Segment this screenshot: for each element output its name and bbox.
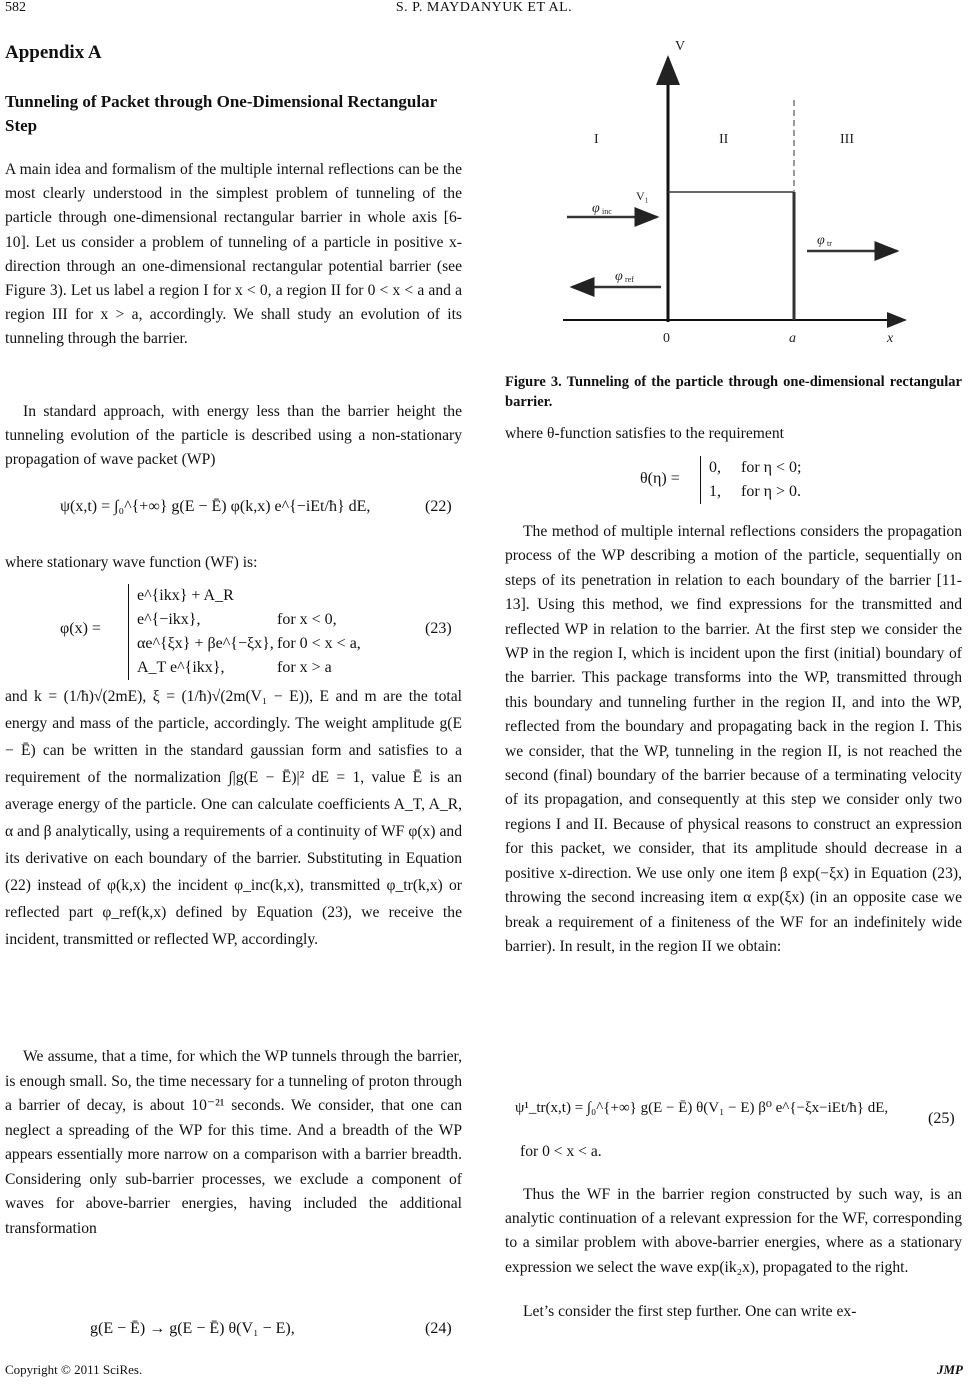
equation-number: (25)	[928, 1110, 955, 1127]
case-expr: 0,	[709, 459, 721, 476]
paragraph: Let’s consider the first step further. One can write ex-	[523, 1303, 857, 1320]
paragraph: where stationary wave function (WF) is:	[5, 554, 258, 571]
paragraph: We assume, that a time, for which the WP tunnels through the barrier, is enough small. So, the time necessary for a tunneling of proton through a barrier of decay, is about 10⁻²¹ seconds. We consider, that one can neglect a spreading of the WP for this time. And a breadth of the WP appears essentially more narrow on a comparison with a barrier breadth. Considering only sub-barrier processes, we exclude a component of waves for above-barrier energies, having included the additional transformation	[5, 1048, 462, 1237]
case-cond: for η > 0.	[741, 483, 802, 500]
equation-number: (23)	[425, 620, 452, 637]
equation-25: ψ¹_tr(x,t) = ∫₀^{+∞} g(E − Ē) θ(V₁ − E) β⁰ e^{−ξx−iEt/ħ} dE,	[515, 1100, 889, 1116]
phi-label: φ	[592, 201, 600, 216]
page-number: 582	[5, 0, 26, 15]
inc-subscript: inc	[602, 207, 612, 216]
barrier-edge-label: a	[789, 331, 796, 346]
case-expr: e^{ikx} + A_R e^{−ikx},	[137, 587, 234, 628]
equation-22: ψ(x,t) = ∫₀^{+∞} g(E − Ē) φ(k,x) e^{−iEt/ħ} dE,	[60, 498, 371, 515]
case-expr: 1,	[709, 483, 721, 500]
region-label: I	[594, 132, 599, 147]
paragraph: for 0 < x < a.	[520, 1143, 602, 1160]
paragraph: and k = (1/ħ)√(2mE), ξ = (1/ħ)√(2m(V₁ − E)), E and m are the total energy and mass of the particle, accordingly. The weight amplitude g(E − Ē) can be written in the standard gaussian form and satisfies to a requirement of the normalization ∫|g(E − Ē)|² dE = 1, value Ē is an average energy of the particle. One can calculate coefficients A_T, A_R, α and β analytically, using a requirements of a continuity of WF φ(x) and its derivative on each boundary of the barrier. Substituting in Equation (22) instead of φ(k,x) the incident φ_inc(k,x), transmitted φ_tr(k,x) or reflected part φ_ref(k,x) defined by Equation (23), we receive the incident, transmitted or reflected WP, accordingly.	[5, 688, 462, 948]
copyright: Copyright © 2011 SciRes.	[5, 1362, 143, 1377]
region-label: III	[840, 132, 854, 147]
equation-number: (22)	[425, 498, 452, 515]
section-title: Tunneling of Packet through One-Dimensional Rectangular Step	[5, 92, 437, 135]
case-cond: for x < 0,	[277, 611, 337, 628]
theta-cases	[700, 456, 802, 504]
paragraph: The method of multiple internal reflections considers the propagation process of the WP describing a motion of the particle, sequentially on steps of its penetration in relation to each boundary of the barrier [11-13]. Using this method, we find expressions for the transmitted and reflected WP in relation to the barrier. At the first step we consider the WP in the region I, which is incident upon the first (initial) boundary of the barrier. This package transforms into the WP, transmitted through this boundary and tunneling further in the region II, and into the WP, reflected from the boundary and propagating back in the region I. This we consider, that the WP, tunneling in the region II, is not reached the second (final) boundary of the barrier because of a terminating velocity of its propagation, and consequently at this step we consider only two regions I and II. Because of physical reasons to construct an expression for this packet, we consider, that its amplitude should decrease in a positive x-direction. We use only one item β exp(−ξx) in Equation (23), throwing the second increasing item α exp(ξx) (in an opposite case we break a requirement of a finiteness of the WF for an indefinitely wide barrier). In result, in the region II we obtain:	[505, 523, 962, 955]
case-expr: αe^{ξx} + βe^{−ξx},	[137, 635, 274, 652]
figure-caption: Figure 3. Tunneling of the particle through one-dimensional rectangular barrier.	[505, 374, 962, 410]
paragraph: In standard approach, with energy less than the barrier height the tunneling evolution of the particle is described using a non-stationary propagation of wave packet (WP)	[5, 403, 462, 469]
case-expr: A_T e^{ikx},	[137, 659, 225, 676]
case-cond: for η < 0;	[741, 459, 802, 476]
ref-subscript: ref	[625, 275, 634, 284]
barrier-height-label: V₁	[636, 189, 649, 203]
origin-label: 0	[663, 331, 670, 346]
equation-23-cases	[128, 584, 361, 680]
paragraph: where θ-function satisfies to the requirement	[505, 425, 784, 442]
paragraph: A main idea and formalism of the multiple internal reflections can be the most clearly understood in the simplest problem of tunneling of the particle through one-dimensional rectangular barrier in whole axis [6-10]. Let us consider a problem of tunneling of a particle in positive x-direction through an one-dimensional rectangular potential barrier (see Figure 3). Let us label a region I for x < 0, a region II for 0 < x < a and a region III for x > a, accordingly. We shall study an evolution of its tunneling through the barrier.	[5, 161, 462, 348]
case-cond: for x > a	[277, 659, 332, 676]
equation-24: g(E − Ē) → g(E − Ē) θ(V₁ − E),	[90, 1320, 295, 1337]
figure-3-diagram	[0, 0, 968, 380]
paragraph: Thus the WF in the barrier region constructed by such way, is an analytic continuation of a relevant expression for the WF, corresponding to a similar problem with above-barrier energies, where as a stationary expression we select the wave exp(ik₂x), propagated to the right.	[505, 1186, 962, 1276]
equation-23-lhs: φ(x) =	[60, 620, 101, 637]
tr-subscript: tr	[827, 239, 832, 248]
phi-label: φ	[615, 269, 623, 284]
theta-lhs: θ(η) =	[640, 470, 680, 487]
phi-label: φ	[817, 233, 825, 248]
axis-label-v: V	[675, 39, 686, 54]
appendix-title: Appendix A	[5, 42, 102, 63]
journal-name: JMP	[937, 1362, 963, 1377]
region-label: II	[719, 132, 729, 147]
equation-number: (24)	[425, 1320, 452, 1337]
running-title: S. P. MAYDANYUK ET AL.	[395, 0, 573, 15]
barrier	[668, 192, 794, 320]
axis-label-x: x	[887, 331, 894, 346]
case-cond: for 0 < x < a,	[277, 635, 361, 652]
